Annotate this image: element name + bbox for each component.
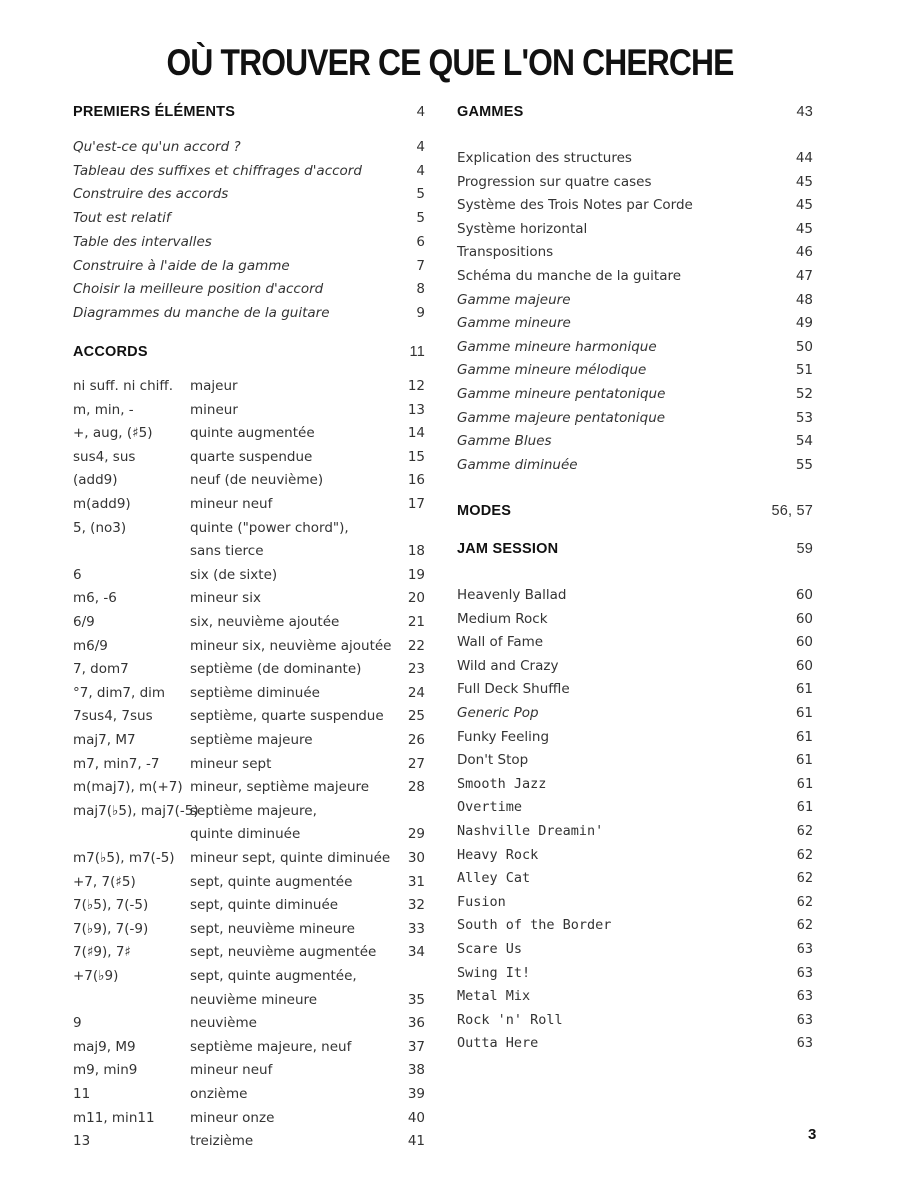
- entry-page: 26: [407, 732, 425, 748]
- toc-entry: [457, 1012, 813, 1032]
- chord-symbol: m, min, -: [73, 401, 134, 418]
- entry-label: Gamme mineure mélodique: [457, 362, 647, 379]
- entry-label: Medium Rock: [457, 610, 548, 627]
- entry-label: Système des Trois Notes par Corde: [457, 197, 693, 214]
- chord-symbol: ni suff. ni chiff.: [73, 378, 173, 394]
- entry-label: Heavy Rock: [457, 846, 539, 863]
- chord-name: mineur sept, quinte diminuée: [190, 850, 391, 866]
- chord-name: onzième: [190, 1086, 248, 1102]
- toc-entry: [457, 823, 813, 843]
- entry-page: 22: [407, 637, 425, 654]
- toc-entry: [73, 163, 425, 183]
- toc-entry: [457, 965, 813, 985]
- chord-row: [73, 732, 425, 752]
- chord-symbol: maj9, M9: [73, 1038, 136, 1055]
- chord-symbol: m7, min7, -7: [73, 755, 160, 772]
- toc-entry: [457, 729, 813, 749]
- section-heading-gammes: [457, 104, 813, 124]
- entry-page: 28: [407, 779, 425, 796]
- chord-symbol: maj7, M7: [73, 732, 136, 748]
- chord-symbol: m6, -6: [73, 590, 117, 607]
- chord-name: mineur six, neuvième ajoutée: [190, 637, 392, 654]
- entry-label: Funky Feeling: [457, 728, 550, 745]
- section-page: 59: [796, 541, 813, 557]
- toc-entry: [73, 281, 425, 301]
- entry-page: 39: [407, 1086, 425, 1102]
- entry-page: 9: [416, 304, 425, 321]
- entry-label: Construire à l'aide de la gamme: [73, 257, 290, 274]
- entry-page: 6: [416, 233, 425, 250]
- toc-entry: [457, 611, 813, 631]
- entry-page: 45: [795, 173, 813, 190]
- chord-symbol: 5, (no3): [73, 519, 127, 536]
- entry-label: Heavenly Ballad: [457, 587, 567, 603]
- toc-entry: [457, 174, 813, 194]
- chord-symbol: sus4, sus: [73, 448, 136, 465]
- toc-entry: [457, 799, 813, 819]
- entry-page: 45: [795, 220, 813, 237]
- chord-row: [73, 779, 425, 799]
- section-heading-modes: [457, 503, 813, 523]
- toc-entry: [457, 1035, 813, 1055]
- toc-entry: [457, 988, 813, 1008]
- chord-row: [73, 567, 425, 587]
- entry-label: Rock 'n' Roll: [457, 1011, 563, 1028]
- entry-label: Alley Cat: [457, 870, 531, 887]
- chord-name: sans tierce: [190, 543, 264, 560]
- entry-label: Outta Here: [457, 1035, 539, 1052]
- entry-label: Wall of Fame: [457, 634, 544, 651]
- entry-page: 61: [796, 775, 813, 792]
- toc-entry: [457, 587, 813, 607]
- entry-page: 44: [795, 150, 813, 166]
- section-page: 4: [416, 104, 425, 120]
- entry-page: 63: [796, 964, 813, 981]
- entry-label: Fusion: [457, 893, 506, 910]
- toc-entry: [457, 705, 813, 725]
- entry-label: Progression sur quatre cases: [457, 173, 652, 190]
- chord-symbol: 13: [73, 1133, 91, 1150]
- entry-label: Système horizontal: [457, 220, 588, 237]
- entry-label: Gamme mineure pentatonique: [457, 386, 666, 402]
- toc-entry: [457, 634, 813, 654]
- entry-page: 55: [795, 456, 813, 473]
- entry-label: Nashville Dreamin': [457, 823, 604, 839]
- chord-symbol: +, aug, (♯5): [73, 425, 153, 442]
- entry-page: 20: [407, 590, 425, 607]
- entry-label: Gamme Blues: [457, 433, 552, 450]
- entry-page: 62: [796, 917, 813, 934]
- entry-label: Don't Stop: [457, 752, 529, 769]
- chord-symbol: m(maj7), m(+7): [73, 779, 183, 796]
- chord-symbol: +7(♭9): [73, 968, 119, 984]
- entry-page: 47: [795, 268, 813, 284]
- chord-name: septième (de dominante): [190, 661, 362, 678]
- entry-page: 8: [416, 281, 425, 298]
- chord-name: quinte ("power chord"),: [190, 519, 349, 536]
- chord-symbol: 7, dom7: [73, 661, 129, 678]
- entry-label: Gamme mineure: [457, 315, 571, 332]
- entry-page: 7: [416, 257, 425, 274]
- chord-row: [73, 992, 425, 1012]
- chord-name: mineur six: [190, 590, 261, 607]
- chord-row: [73, 968, 425, 988]
- toc-entry: [73, 186, 425, 206]
- chord-name: septième majeure: [190, 732, 313, 748]
- chord-row: [73, 897, 425, 917]
- section-title: GAMMES: [457, 104, 524, 120]
- section-title: ACCORDS: [73, 344, 148, 360]
- entry-label: Wild and Crazy: [457, 657, 559, 674]
- entry-page: 60: [795, 587, 813, 603]
- chord-name: sept, quinte diminuée: [190, 897, 339, 914]
- chord-row: [73, 826, 425, 846]
- chord-row: [73, 425, 425, 445]
- toc-entry: [457, 917, 813, 937]
- toc-entry: [457, 776, 813, 796]
- entry-page: 40: [407, 1109, 425, 1126]
- chord-row: [73, 614, 425, 634]
- chord-row: [73, 449, 425, 469]
- toc-entry: [457, 658, 813, 678]
- chord-row: [73, 402, 425, 422]
- chord-name: majeur: [190, 378, 238, 394]
- chord-row: [73, 1086, 425, 1106]
- chord-row: [73, 520, 425, 540]
- chord-name: mineur onze: [190, 1109, 275, 1126]
- entry-label: Construire des accords: [73, 186, 229, 203]
- toc-entry: [457, 894, 813, 914]
- page-number: 3: [808, 1126, 817, 1143]
- entry-page: 21: [407, 614, 425, 630]
- chord-symbol: °7, dim7, dim: [73, 684, 166, 701]
- chord-name: six, neuvième ajoutée: [190, 614, 340, 630]
- chord-row: [73, 944, 425, 964]
- entry-page: 36: [407, 1015, 425, 1032]
- entry-page: 23: [407, 661, 425, 678]
- chord-symbol: 7(♭9), 7(-9): [73, 920, 149, 937]
- toc-entry: [457, 410, 813, 430]
- toc-entry: [457, 681, 813, 701]
- toc-entry: [457, 339, 813, 359]
- entry-page: 61: [795, 728, 813, 745]
- entry-page: 60: [795, 657, 813, 674]
- section-heading-accords: [73, 344, 425, 364]
- chord-name: sept, neuvième augmentée: [190, 944, 377, 961]
- chord-row: [73, 874, 425, 894]
- chord-name: sept, quinte augmentée: [190, 873, 353, 890]
- toc-entry: [457, 847, 813, 867]
- chord-symbol: 7(♭5), 7(-5): [73, 897, 149, 914]
- chord-row: [73, 850, 425, 870]
- entry-label: Overtime: [457, 799, 523, 816]
- chord-row: [73, 638, 425, 658]
- entry-page: 54: [795, 433, 813, 450]
- chord-symbol: (add9): [73, 472, 118, 489]
- toc-entry: [457, 197, 813, 217]
- entry-page: 60: [795, 634, 813, 651]
- entry-page: 48: [795, 291, 813, 308]
- toc-entry: [73, 139, 425, 159]
- entry-page: 31: [407, 873, 425, 890]
- chord-row: [73, 472, 425, 492]
- entry-label: South of the Border: [457, 917, 612, 934]
- entry-page: 35: [407, 991, 425, 1008]
- toc-entry: [457, 292, 813, 312]
- chord-symbol: m9, min9: [73, 1062, 138, 1079]
- entry-page: 38: [407, 1062, 425, 1079]
- toc-entry: [457, 870, 813, 890]
- entry-label: Tout est relatif: [73, 210, 171, 227]
- toc-entry: [457, 433, 813, 453]
- section-page: 43: [796, 104, 813, 120]
- chord-symbol: 7sus4, 7sus: [73, 708, 153, 725]
- toc-entry: [457, 457, 813, 477]
- entry-page: 49: [795, 315, 813, 332]
- entry-page: 25: [407, 708, 425, 725]
- chord-row: [73, 708, 425, 728]
- entry-page: 16: [407, 472, 425, 489]
- entry-label: Tableau des suffixes et chiffrages d'accord: [73, 162, 362, 179]
- chord-symbol: 6/9: [73, 614, 95, 630]
- chord-symbol: m7(♭5), m7(-5): [73, 850, 175, 866]
- entry-label: Scare Us: [457, 941, 523, 957]
- section-title: MODES: [457, 503, 512, 519]
- chord-row: [73, 1062, 425, 1082]
- entry-page: 60: [795, 610, 813, 627]
- entry-page: 18: [407, 543, 425, 560]
- entry-page: 17: [407, 496, 425, 512]
- chord-row: [73, 756, 425, 776]
- chord-symbol: m(add9): [73, 496, 131, 512]
- entry-label: Schéma du manche de la guitare: [457, 268, 682, 284]
- entry-page: 37: [407, 1038, 425, 1055]
- toc-entry: [73, 305, 425, 325]
- entry-page: 5: [416, 186, 425, 203]
- entry-page: 4: [416, 139, 425, 155]
- chord-row: [73, 590, 425, 610]
- entry-page: 19: [407, 566, 425, 583]
- chord-row: [73, 803, 425, 823]
- entry-page: 63: [796, 1011, 813, 1028]
- entry-label: Diagrammes du manche de la guitare: [73, 304, 330, 321]
- entry-page: 14: [407, 425, 425, 442]
- entry-page: 62: [796, 893, 813, 910]
- entry-page: 51: [795, 362, 813, 379]
- section-heading-jam: [457, 541, 813, 561]
- toc-entry: [457, 386, 813, 406]
- entry-page: 63: [796, 1035, 813, 1052]
- entry-label: Metal Mix: [457, 988, 531, 1005]
- section-title: JAM SESSION: [457, 541, 559, 557]
- entry-page: 50: [795, 338, 813, 355]
- entry-label: Explication des structures: [457, 150, 632, 166]
- chord-symbol: m6/9: [73, 637, 108, 654]
- entry-page: 34: [407, 944, 425, 961]
- entry-page: 52: [795, 386, 813, 402]
- chord-name: septième diminuée: [190, 684, 320, 701]
- entry-page: 29: [407, 826, 425, 843]
- entry-page: 61: [795, 752, 813, 769]
- chord-symbol: maj7(♭5), maj7(-5): [73, 802, 199, 819]
- entry-page: 63: [796, 941, 813, 957]
- chord-name: mineur, septième majeure: [190, 779, 370, 796]
- chord-row: [73, 661, 425, 681]
- chord-name: six (de sixte): [190, 566, 278, 583]
- entry-label: Generic Pop: [457, 705, 539, 721]
- chord-symbol: +7, 7(♯5): [73, 873, 136, 890]
- entry-page: 24: [407, 684, 425, 701]
- chord-name: septième majeure,: [190, 802, 317, 819]
- entry-page: 61: [796, 799, 813, 816]
- chord-symbol: m11, min11: [73, 1109, 155, 1126]
- entry-label: Swing It!: [457, 964, 531, 981]
- chord-name: neuf (de neuvième): [190, 472, 324, 489]
- entry-page: 32: [407, 897, 425, 914]
- entry-label: Smooth Jazz: [457, 775, 547, 792]
- section-heading-premiers: [73, 104, 425, 124]
- chord-name: septième majeure, neuf: [190, 1038, 352, 1055]
- toc-entry: [457, 315, 813, 335]
- toc-entry: [73, 234, 425, 254]
- chord-name: quarte suspendue: [190, 448, 313, 465]
- chord-row: [73, 378, 425, 398]
- entry-label: Qu'est-ce qu'un accord ?: [73, 139, 241, 155]
- entry-label: Full Deck Shuffle: [457, 681, 570, 698]
- page-title: OÙ TROUVER CE QUE L'ON CHERCHE: [166, 42, 734, 83]
- entry-page: 13: [407, 401, 425, 418]
- toc-entry: [457, 362, 813, 382]
- entry-label: Gamme majeure: [457, 291, 571, 308]
- entry-page: 63: [796, 988, 813, 1005]
- entry-page: 62: [796, 870, 813, 887]
- chord-row: [73, 1133, 425, 1153]
- entry-page: 53: [795, 409, 813, 426]
- toc-entry: [73, 210, 425, 230]
- entry-page: 62: [796, 846, 813, 863]
- chord-name: quinte diminuée: [190, 826, 301, 843]
- chord-row: [73, 1015, 425, 1035]
- entry-label: Table des intervalles: [73, 233, 212, 250]
- section-title: PREMIERS ÉLÉMENTS: [73, 104, 236, 120]
- entry-page: 62: [796, 823, 813, 839]
- toc-entry: [457, 268, 813, 288]
- entry-page: 4: [416, 162, 425, 179]
- entry-label: Gamme diminuée: [457, 456, 578, 473]
- entry-page: 5: [416, 210, 425, 227]
- entry-label: Transpositions: [457, 244, 554, 261]
- entry-page: 61: [795, 705, 813, 721]
- chord-row: [73, 543, 425, 563]
- entry-page: 33: [407, 920, 425, 937]
- section-page: 11: [409, 344, 425, 360]
- toc-entry: [457, 150, 813, 170]
- entry-page: 12: [407, 378, 425, 394]
- entry-page: 30: [407, 850, 425, 866]
- chord-name: neuvième mineure: [190, 991, 318, 1008]
- toc-entry: [457, 941, 813, 961]
- section-page: 56, 57: [771, 503, 813, 519]
- toc-entry: [457, 244, 813, 264]
- chord-name: sept, quinte augmentée,: [190, 968, 357, 984]
- chord-symbol: 6: [73, 566, 82, 583]
- chord-symbol: 9: [73, 1015, 82, 1032]
- entry-label: Choisir la meilleure position d'accord: [73, 281, 324, 298]
- chord-symbol: 11: [73, 1086, 91, 1102]
- chord-row: [73, 1110, 425, 1130]
- entry-page: 41: [407, 1133, 425, 1150]
- toc-entry: [457, 752, 813, 772]
- entry-page: 61: [795, 681, 813, 698]
- chord-name: sept, neuvième mineure: [190, 920, 355, 937]
- chord-row: [73, 1039, 425, 1059]
- chord-name: mineur neuf: [190, 1062, 273, 1079]
- chord-name: mineur neuf: [190, 496, 273, 512]
- chord-row: [73, 685, 425, 705]
- entry-label: Gamme majeure pentatonique: [457, 409, 666, 426]
- entry-page: 27: [407, 755, 425, 772]
- chord-name: treizième: [190, 1133, 254, 1150]
- entry-page: 46: [795, 244, 813, 261]
- chord-symbol: 7(♯9), 7♯: [73, 944, 131, 961]
- toc-entry: [457, 221, 813, 241]
- entry-page: 45: [795, 197, 813, 214]
- chord-name: mineur: [190, 401, 238, 418]
- chord-name: mineur sept: [190, 755, 272, 772]
- entry-label: Gamme mineure harmonique: [457, 338, 657, 355]
- chord-name: quinte augmentée: [190, 425, 315, 442]
- chord-row: [73, 921, 425, 941]
- chord-row: [73, 496, 425, 516]
- chord-name: septième, quarte suspendue: [190, 708, 384, 725]
- entry-page: 15: [407, 448, 425, 465]
- chord-name: neuvième: [190, 1015, 257, 1032]
- toc-entry: [73, 258, 425, 278]
